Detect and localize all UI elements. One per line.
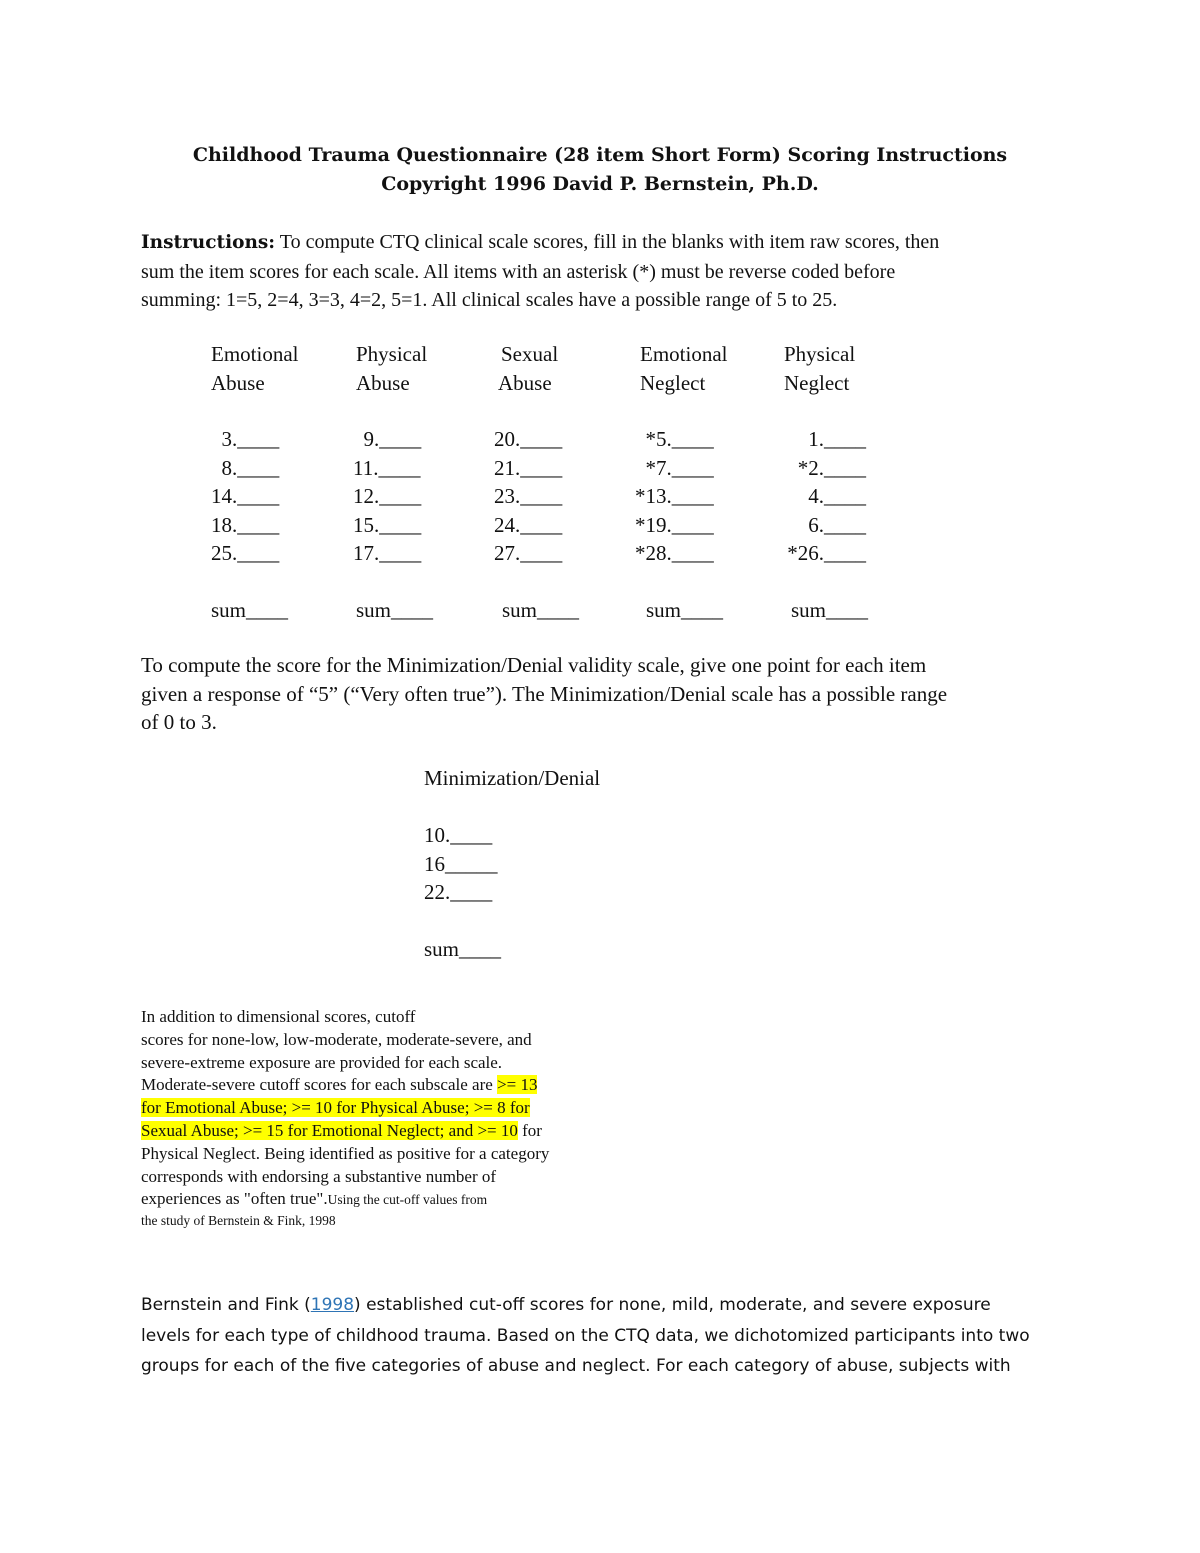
scale-physical-neglect xyxy=(784,340,855,397)
item-blank[interactable]: 18.____ xyxy=(211,512,280,537)
highlighted-text: >= 13 xyxy=(497,1075,538,1095)
cutoff-line: Moderate-severe cutoff scores for each subscale are >= 13 xyxy=(141,1075,538,1095)
instructions-line-3: summing: 1=5, 2=4, 3=3, 4=2, 5=1. All clinical scales have a possible range of 5 to 25. xyxy=(141,289,838,311)
scale-heading: Physical xyxy=(784,342,856,366)
item-blank[interactable]: *19.____ xyxy=(635,512,714,537)
item-blank[interactable]: 21.____ xyxy=(494,455,563,480)
items-physical-abuse xyxy=(353,425,421,568)
instructions-line-1: Instructions: To compute CTQ clinical scale scores, fill in the blanks with item raw scores, then xyxy=(141,231,940,253)
bottom-line-2: levels for each type of childhood trauma. Based on the CTQ data, we dichotomized participants into two xyxy=(141,1325,1030,1346)
item-blank[interactable]: 23.____ xyxy=(494,484,563,508)
cutoff-line: the study of Bernstein & Fink, 1998 xyxy=(141,1213,336,1229)
cutoff-line: In addition to dimensional scores, cutoff xyxy=(141,1007,416,1026)
sum-sexual-abuse[interactable]: sum____ xyxy=(502,598,580,622)
item-blank[interactable]: 15.____ xyxy=(353,512,422,537)
scale-heading: Emotional xyxy=(640,342,728,366)
scale-heading: Neglect xyxy=(784,370,850,395)
scale-emotional-neglect xyxy=(640,340,728,397)
item-blank[interactable]: *13.____ xyxy=(635,484,714,508)
instructions-paragraph xyxy=(141,228,1081,315)
sum-emotional-abuse[interactable]: sum____ xyxy=(211,598,289,622)
sum-physical-abuse[interactable]: sum____ xyxy=(356,598,434,622)
item-blank[interactable]: 27.____ xyxy=(494,541,563,565)
cutoff-line: Physical Neglect. Being identified as positive for a category xyxy=(141,1143,550,1163)
items-physical-neglect xyxy=(778,425,866,568)
citation-link[interactable]: 1998 xyxy=(310,1295,355,1315)
highlighted-text: Sexual Abuse; >= 15 for Emotional Neglect; and >= 10 xyxy=(141,1120,518,1140)
minimization-items xyxy=(424,821,498,907)
item-blank[interactable]: 8.____ xyxy=(211,455,280,480)
scale-heading: Abuse xyxy=(498,370,552,395)
cutoff-paragraph xyxy=(141,1006,641,1230)
item-blank[interactable]: *5.____ xyxy=(635,427,714,451)
bernstein-fink-paragraph xyxy=(141,1290,1081,1382)
scale-physical-abuse xyxy=(356,340,427,397)
highlighted-text: for Emotional Abuse; >= 10 for Physical Abuse; >= 8 for xyxy=(141,1098,530,1118)
sum-physical-neglect[interactable]: sum____ xyxy=(791,598,869,622)
scale-heading: Abuse xyxy=(211,370,265,395)
cutoff-line xyxy=(141,1097,641,1120)
item-blank[interactable]: 24.____ xyxy=(494,512,563,537)
minimization-sum[interactable]: sum____ xyxy=(424,937,502,961)
item-blank[interactable]: *7.____ xyxy=(635,455,714,480)
items-sexual-abuse xyxy=(494,425,562,568)
scale-emotional-abuse xyxy=(211,340,299,397)
scale-heading: Sexual xyxy=(501,342,559,366)
sum-emotional-neglect[interactable]: sum____ xyxy=(646,598,724,622)
copyright-line: Copyright 1996 David P. Bernstein, Ph.D. xyxy=(381,173,819,195)
scale-heading: Physical xyxy=(356,342,428,366)
instructions-line-2: sum the item scores for each scale. All items with an asterisk (*) must be reverse coded before xyxy=(141,260,896,283)
minimization-line-1: To compute the score for the Minimization/Denial validity scale, give one point for each item xyxy=(141,653,927,677)
instructions-label: Instructions: xyxy=(141,232,276,253)
minimization-heading: Minimization/Denial xyxy=(424,766,601,790)
item-blank[interactable]: 14.____ xyxy=(211,484,280,508)
item-blank[interactable]: 16_____ xyxy=(424,851,498,876)
item-blank[interactable]: 10.____ xyxy=(424,823,493,847)
item-blank[interactable]: 4.____ xyxy=(792,484,866,508)
cutoff-line: Sexual Abuse; >= 15 for Emotional Neglect; and >= 10 for xyxy=(141,1120,542,1140)
minimization-paragraph xyxy=(141,651,1081,737)
scale-heading: Emotional xyxy=(211,342,299,366)
bottom-line-1: Bernstein and Fink (1998) established cut-off scores for none, mild, moderate, and severe exposure xyxy=(141,1295,991,1315)
items-emotional-neglect xyxy=(635,425,714,568)
minimization-line-3: of 0 to 3. xyxy=(141,710,217,734)
minimization-line-2: given a response of “5” (“Very often true”). The Minimization/Denial scale has a possible range xyxy=(141,681,948,706)
item-blank[interactable]: *28.____ xyxy=(635,541,714,565)
cutoff-line: corresponds with endorsing a substantive number of xyxy=(141,1166,497,1186)
item-blank[interactable]: 9.____ xyxy=(353,427,422,451)
scale-heading: Abuse xyxy=(356,370,410,395)
item-blank[interactable]: 20.____ xyxy=(494,427,563,451)
cutoff-line: experiences as "often true".Using the cut-off values from xyxy=(141,1189,488,1209)
item-blank[interactable]: *26.____ xyxy=(787,541,866,565)
scale-sexual-abuse xyxy=(498,340,558,397)
items-emotional-abuse xyxy=(211,425,279,568)
item-blank[interactable]: 11.____ xyxy=(353,455,421,480)
item-blank[interactable]: 12.____ xyxy=(353,484,422,508)
item-blank[interactable]: *2.____ xyxy=(797,455,866,480)
scale-heading: Neglect xyxy=(640,370,706,395)
item-blank[interactable]: 3.____ xyxy=(211,427,280,451)
item-blank[interactable]: 6.____ xyxy=(792,512,866,537)
cutoff-line: scores for none-low, low-moderate, moderate-severe, and xyxy=(141,1029,532,1049)
item-blank[interactable]: 1.____ xyxy=(792,427,866,451)
item-blank[interactable]: 22.____ xyxy=(424,880,493,904)
item-blank[interactable]: 25.____ xyxy=(211,541,280,565)
bottom-line-3: groups for each of the five categories of abuse and neglect. For each category of abuse, subjects with xyxy=(141,1356,1011,1376)
document-title: Childhood Trauma Questionnaire (28 item Short Form) Scoring Instructions xyxy=(192,144,1008,166)
cutoff-line: severe-extreme exposure are provided for each scale. xyxy=(141,1052,503,1072)
item-blank[interactable]: 17.____ xyxy=(353,541,422,565)
